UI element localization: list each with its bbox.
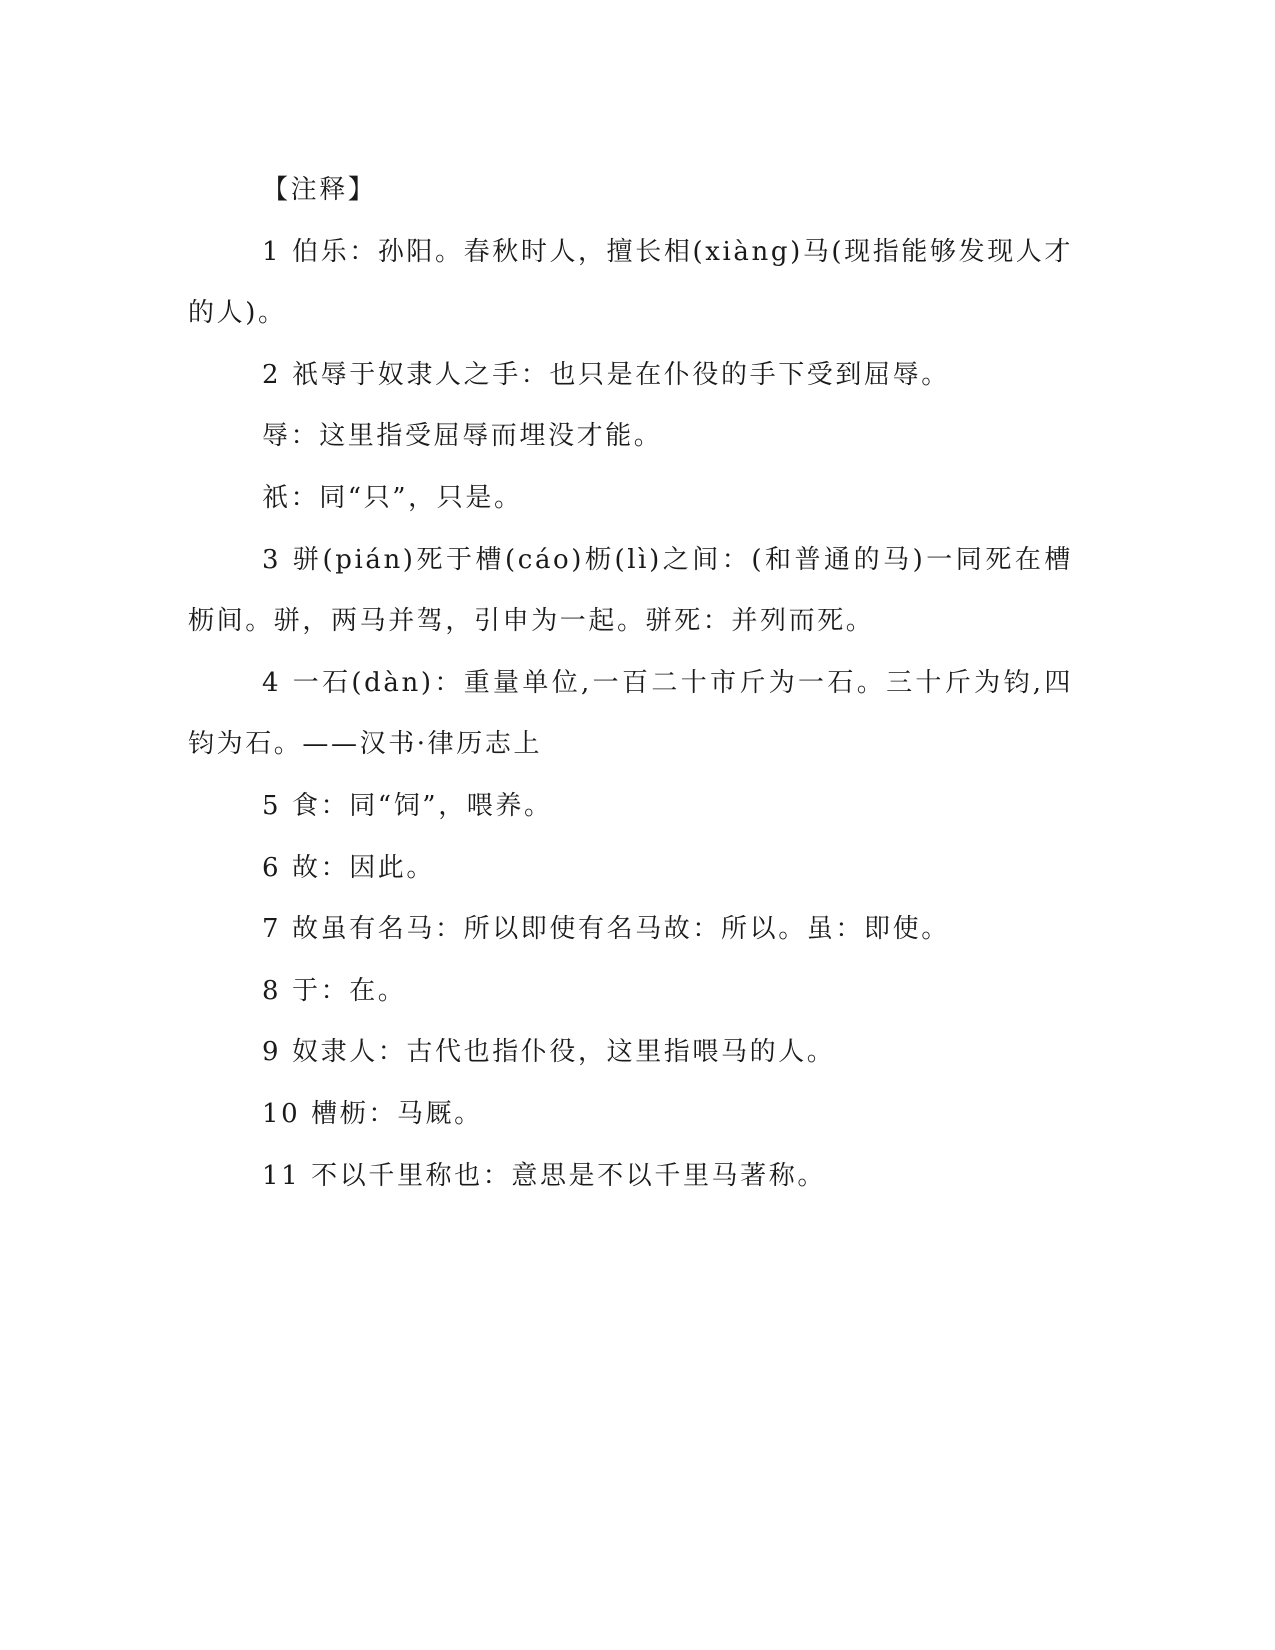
note-4: 4 一石(dàn)：重量单位,一百二十市斤为一石。三十斤为钧,四钧为石。——汉书·律历志上: [188, 667, 1073, 760]
note-11: 11 不以千里称也：意思是不以千里马著称。: [262, 1160, 826, 1191]
note-2: 2 祇辱于奴隶人之手：也只是在仆役的手下受到屈辱。: [262, 359, 950, 390]
note-2-ru: 辱：这里指受屈辱而埋没才能。: [262, 421, 663, 452]
note-6: 6 故：因此。: [262, 852, 436, 883]
note-1: 1 伯乐：孙阳。春秋时人，擅长相(xiàng)马(现指能够发现人才的人)。: [188, 236, 1073, 329]
note-8: 8 于：在。: [262, 975, 407, 1006]
note-9: 9 奴隶人：古代也指仆役，这里指喂马的人。: [262, 1037, 836, 1068]
document-body: [188, 160, 1073, 1207]
note-5: 5 食：同“饲”，喂养。: [262, 790, 553, 821]
note-10: 10 槽枥：马厩。: [262, 1098, 483, 1129]
note-7: 7 故虽有名马：所以即使有名马故：所以。虽：即使。: [262, 914, 950, 945]
notes-heading: 【注释】: [262, 175, 377, 205]
note-3: 3 骈(pián)死于槽(cáo)枥(lì)之间：(和普通的马)一同死在槽枥间。骈，两马并驾，引申为一起。骈死：并列而死。: [188, 544, 1073, 637]
note-2-zhi: 祇：同“只”，只是。: [262, 482, 523, 513]
